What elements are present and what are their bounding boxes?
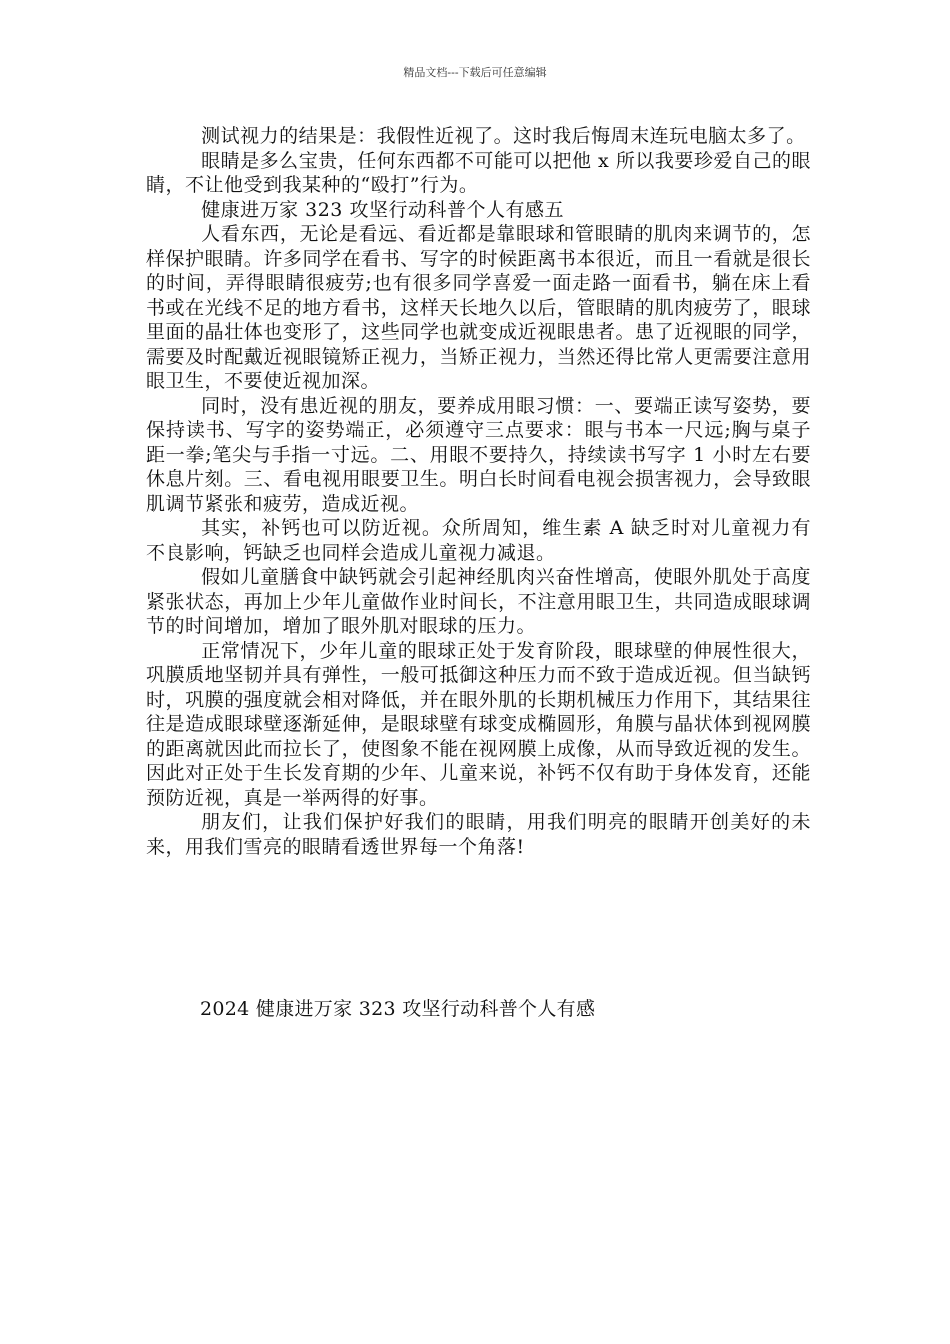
paragraph: 假如儿童膳食中缺钙就会引起神经肌肉兴奋性增高，使眼外肌处于高度紧张状态，再加上少年儿童做作业时间长，不注意用眼卫生，共同造成眼球调节的时间增加，增加了眼外肌对眼球的压力。 <box>146 566 811 637</box>
page-header: 精品文档---下载后可任意编辑 <box>403 66 547 79</box>
paragraph: 正常情况下，少年儿童的眼球正处于发育阶段，眼球壁的伸展性很大，巩膜质地坚韧并具有弹性，一般可抵御这种压力而不致于造成近视。但当缺钙时，巩膜的强度就会相对降低，并在眼外肌的长期机械压力作用下，其结果往往是造成眼球壁逐渐延伸，是眼球壁有球变成椭圆形，角膜与晶状体到视网膜的距离就因此而拉长了，使图象不能在视网膜上成像，从而导致近视的发生。因此对正处于生长发育期的少年、儿童来说，补钙不仅有助于身体发育，还能预防近视，真是一举两得的好事。 <box>146 639 811 809</box>
document-title-footer: 2024 健康进万家 323 攻坚行动科普个人有感 <box>200 998 596 1020</box>
paragraph: 朋友们，让我们保护好我们的眼睛，用我们明亮的眼睛开创美好的未来，用我们雪亮的眼睛看透世界每一个角落! <box>146 811 811 858</box>
paragraph: 同时，没有患近视的朋友，要养成用眼习惯：一、要端正读写姿势，要保持读书、写字的姿势端正，必须遵守三点要求：眼与书本一尺远;胸与桌子距一拳;笔尖与手指一寸远。二、用眼不要持久，持续读书写字 1 小时左右要休息片刻。三、看电视用眼要卫生。明白长时间看电视会损害视力，会导致眼肌调节紧张和疲劳，造成近视。 <box>146 394 811 515</box>
paragraph: 测试视力的结果是：我假性近视了。这时我后悔周末连玩电脑太多了。 <box>201 125 806 147</box>
paragraph: 其实，补钙也可以防近视。众所周知，维生素 A 缺乏时对儿童视力有不良影响，钙缺乏也同样会造成儿童视力减退。 <box>146 517 811 564</box>
paragraph: 人看东西，无论是看远、看近都是靠眼球和管眼睛的肌肉来调节的，怎样保护眼睛。许多同学在看书、写字的时候距离书本很近，而且一看就是很长的时间，弄得眼睛很疲劳;也有很多同学喜爱一面走路一面看书，躺在床上看书或在光线不足的地方看书，这样天长地久以后，管眼睛的肌肉疲劳了，眼球里面的晶壮体也变形了，这些同学也就变成近视眼患者。患了近视眼的同学，需要及时配戴近视眼镜矫正视力，当矫正视力，当然还得比常人更需要注意用眼卫生，不要使近视加深。 <box>146 223 811 392</box>
document-body <box>146 124 811 859</box>
paragraph: 眼睛是多么宝贵，任何东西都不可能可以把他 x 所以我要珍爱自己的眼睛，不让他受到我某种的“殴打”行为。 <box>146 149 811 196</box>
section-heading: 健康进万家 323 攻坚行动科普个人有感五 <box>201 198 564 221</box>
